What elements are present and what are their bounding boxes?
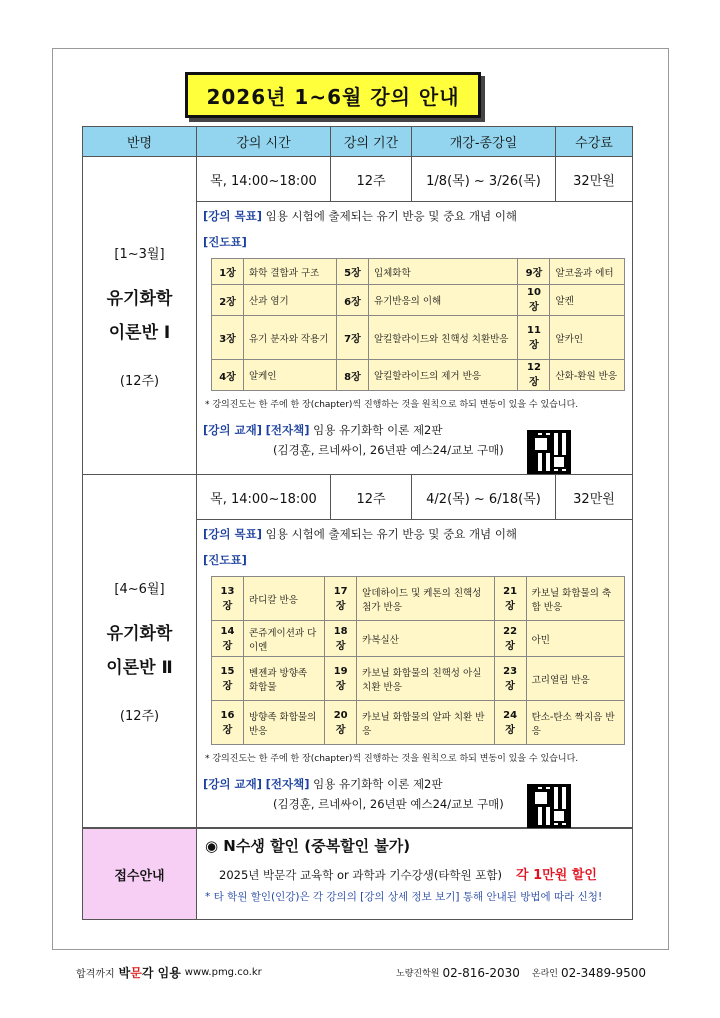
course-name: 유기화학 이론반 Ⅰ (106, 288, 173, 343)
course-time: 목, 14:00~18:00 (197, 157, 331, 201)
course-section-1 (83, 157, 632, 475)
progress-title: [진도표] (203, 553, 247, 567)
course-info-row (197, 157, 632, 202)
phone1: 02-816-2030 (442, 965, 520, 980)
course-label-2 (83, 475, 197, 827)
footer (76, 964, 646, 981)
header-class: 반명 (83, 127, 197, 156)
course-weeks: (12주) (119, 373, 160, 389)
course-fee: 32만원 (573, 173, 615, 189)
footer-site-link[interactable]: www.pmg.co.kr (184, 967, 262, 978)
progress-note: * 강의진도는 한 주에 한 장(chapter)씩 진행하는 것을 원칙으로 하되 변동이 있을 수 있습니다. (205, 754, 579, 764)
discount-title: ◉ N수생 할인 (중복할인 불가) (205, 837, 411, 855)
textbook-info: (김경훈, 르네싸이, 26년판 예스24/교보 구매) (273, 797, 504, 811)
phone2: 02-3489-9500 (560, 965, 646, 980)
phone1-label: 노량진학원 (396, 969, 440, 979)
registration-label: 접수안내 (83, 829, 197, 919)
header-period: 강의 기간 (331, 127, 412, 156)
textbook-info: (김경훈, 르네싸이, 26년판 예스24/교보 구매) (273, 443, 504, 457)
course-period: 12주 (331, 475, 412, 519)
discount-amount: 각 1만원 할인 (516, 868, 597, 883)
discount-notice: * 타 학원 할인(인강)은 각 강의의 [강의 상세 정보 보기] 통해 안내된 방법에 따라 신청! (205, 891, 603, 903)
course-period: 12주 (331, 157, 412, 201)
registration-table (82, 828, 633, 920)
course-goal: [강의 목표] 임용 시험에 출제되는 유기 반응 및 중요 개념 이해 (203, 527, 518, 541)
progress-note: * 강의진도는 한 주에 한 장(chapter)씩 진행하는 것을 원칙으로 하되 변동이 있을 수 있습니다. (205, 400, 579, 410)
discount-line: 2025년 박문각 교육학 or 과학과 기수강생(타학원 포함) 각 1만원 할인 (219, 868, 597, 883)
course-time: 목, 14:00~18:00 (197, 475, 331, 519)
course-dates: 1/8(목) ~ 3/26(목) (412, 157, 556, 201)
qr-code-icon[interactable] (527, 430, 571, 474)
course-months: [1~3월] (114, 246, 165, 262)
footer-slogan: 합격까지 (76, 969, 115, 980)
page-title: 2026년 1~6월 강의 안내 (185, 72, 481, 118)
chapter-table: 1장 화학 결합과 구조 5장 입체화학 9장 알코올과 에터 2장 산과 염기 6장 유기반응의 이해 10장 알켄 3장 유기 분자와 작용기 7장 알킬할라이드와 친핵성 치환반응 11장 알카인 4장 알케인 8장 알킬할라이드의 제거 반응 12장 산화-환원 반응 (211, 258, 625, 391)
phone2-label: 온라인 (531, 969, 558, 979)
course-info-row (197, 475, 632, 520)
course-dates: 4/2(목) ~ 6/18(목) (412, 475, 556, 519)
header-fee: 수강료 (575, 136, 613, 151)
course-section-2 (83, 475, 632, 828)
course-weeks: (12주) (119, 709, 160, 724)
brand-logo: 박문각 임용 (118, 966, 181, 980)
qr-code-icon[interactable] (527, 784, 571, 828)
chapter-table: 13장 라디칼 반응 17장 알데하이드 및 케톤의 친핵성 첨가 반응 21장 카보닐 화합물의 축합 반응 14장 콘쥬게이션과 다이엔 18장 카복실산 22장 아민 15장 벤젠과 방향족 화합물 19장 카보닐 화합물의 친핵성 아실 치환 반응 23장 고리열림 반응 16장 방향족 화합물의 반응 20장 카보닐 화합물의 알파 치환 반응 24장 탄소-탄소 짝지음 반응 (211, 576, 625, 745)
schedule-table (82, 126, 633, 829)
header-dates: 개강-종강일 (412, 127, 556, 156)
course-fee: 32만원 (573, 491, 615, 507)
course-months: [4~6월] (114, 582, 165, 597)
course-name: 유기화학 이론반 Ⅱ (106, 624, 173, 678)
course-goal: [강의 목표] 임용 시험에 출제되는 유기 반응 및 중요 개념 이해 (203, 209, 518, 223)
textbook: [강의 교재] [전자책] 임용 유기화학 이론 제2판 (203, 423, 443, 437)
table-header (83, 127, 632, 157)
textbook: [강의 교재] [전자책] 임용 유기화학 이론 제2판 (203, 777, 443, 791)
header-time: 강의 시간 (197, 127, 331, 156)
course-label-1 (83, 157, 197, 474)
progress-title: [진도표] (203, 235, 247, 249)
